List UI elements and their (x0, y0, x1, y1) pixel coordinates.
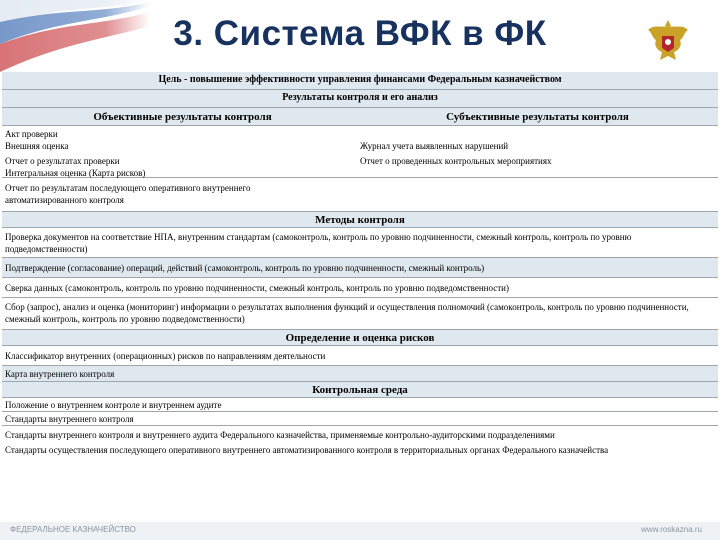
risk-header-row (2, 330, 718, 346)
method-row (2, 278, 718, 298)
slide-footer (0, 522, 720, 540)
results-header-row (2, 90, 718, 108)
env-row (2, 412, 718, 426)
method-row (2, 258, 718, 278)
slide-header (0, 0, 720, 72)
footer-website-link[interactable]: www.roskazna.ru (641, 525, 702, 534)
env-row (2, 426, 718, 466)
objective-header: Объективные результаты контроля (93, 111, 272, 123)
list-item: Интегральная оценка (Карта рисков) (5, 168, 146, 178)
subjective-list (360, 128, 715, 177)
list-item: Отчет о результатах проверки (5, 156, 120, 166)
env-row (2, 398, 718, 412)
risk-text: Карта внутреннего контроля (5, 369, 115, 379)
results-header: Результаты контроля и его анализ (282, 92, 438, 103)
method-text: Сверка данных (самоконтроль, контроль по уровню подчиненности, смежный контроль, контроль по уровню подведомственности) (5, 283, 509, 293)
risk-row (2, 346, 718, 366)
risk-header: Определение и оценка рисков (285, 332, 435, 344)
method-row (2, 298, 718, 330)
list-item: Внешняя оценка (5, 141, 69, 151)
env-text: Стандарты внутреннего контроля и внутреннего аудита Федерального казначейства, применяемые контрольно-аудиторскими подразделениями (5, 430, 555, 440)
env-header: Контрольная среда (312, 384, 408, 396)
results-columns-header (2, 108, 718, 126)
env-text: Стандарты осуществления последующего оперативного внутреннего автоматизированного контроля в территориальных органах Федерального казначейства (5, 445, 609, 455)
methods-header: Методы контроля (315, 214, 405, 226)
method-text: Сбор (запрос), анализ и оценка (мониторинг) информации о результатах выполнения функций и осуществления полномочий (самоконтроль, контроль по уровню подчиненности, смежный контроль, контроль по уровню подведомственности) (5, 302, 689, 324)
methods-header-row (2, 212, 718, 228)
list-item: Отчет о проведенных контрольных мероприятиях (360, 156, 552, 166)
list-item: Журнал учета выявленных нарушений (360, 141, 509, 151)
risk-row (2, 366, 718, 382)
env-header-row (2, 382, 718, 398)
list-item: Акт проверки (5, 129, 58, 139)
goal-row (2, 72, 718, 90)
risk-text: Классификатор внутренних (операционных) рисков по направлениям деятельности (5, 351, 326, 361)
method-row (2, 228, 718, 258)
page-title: 3. Система ВФК в ФК (173, 14, 547, 53)
env-text: Стандарты внутреннего контроля (5, 414, 134, 424)
footer-organization: ФЕДЕРАЛЬНОЕ КАЗНАЧЕЙСТВО (10, 525, 136, 534)
content-table (2, 72, 718, 466)
goal-text: Цель - повышение эффективности управления финансами Федеральным казначейством (158, 74, 562, 85)
env-text: Положение о внутреннем контроле и внутреннем аудите (5, 400, 222, 410)
results-row (2, 178, 718, 212)
method-text: Проверка документов на соответствие НПА, внутренним стандартам (самоконтроль, контроль по уровню подчиненности, смежный контроль, контроль по уровню подведомственности) (5, 232, 632, 254)
list-item: Отчет по результатам последующего оперативного внутреннего автоматизированного контроля (5, 183, 251, 205)
results-list-block (2, 126, 718, 178)
method-text: Подтверждение (согласование) операций, действий (самоконтроль, контроль по уровню подчиненности, смежный контроль) (5, 263, 485, 273)
objective-list (5, 128, 360, 177)
subjective-header: Субъективные результаты контроля (446, 111, 629, 123)
double-headed-eagle-emblem-icon (640, 14, 696, 70)
